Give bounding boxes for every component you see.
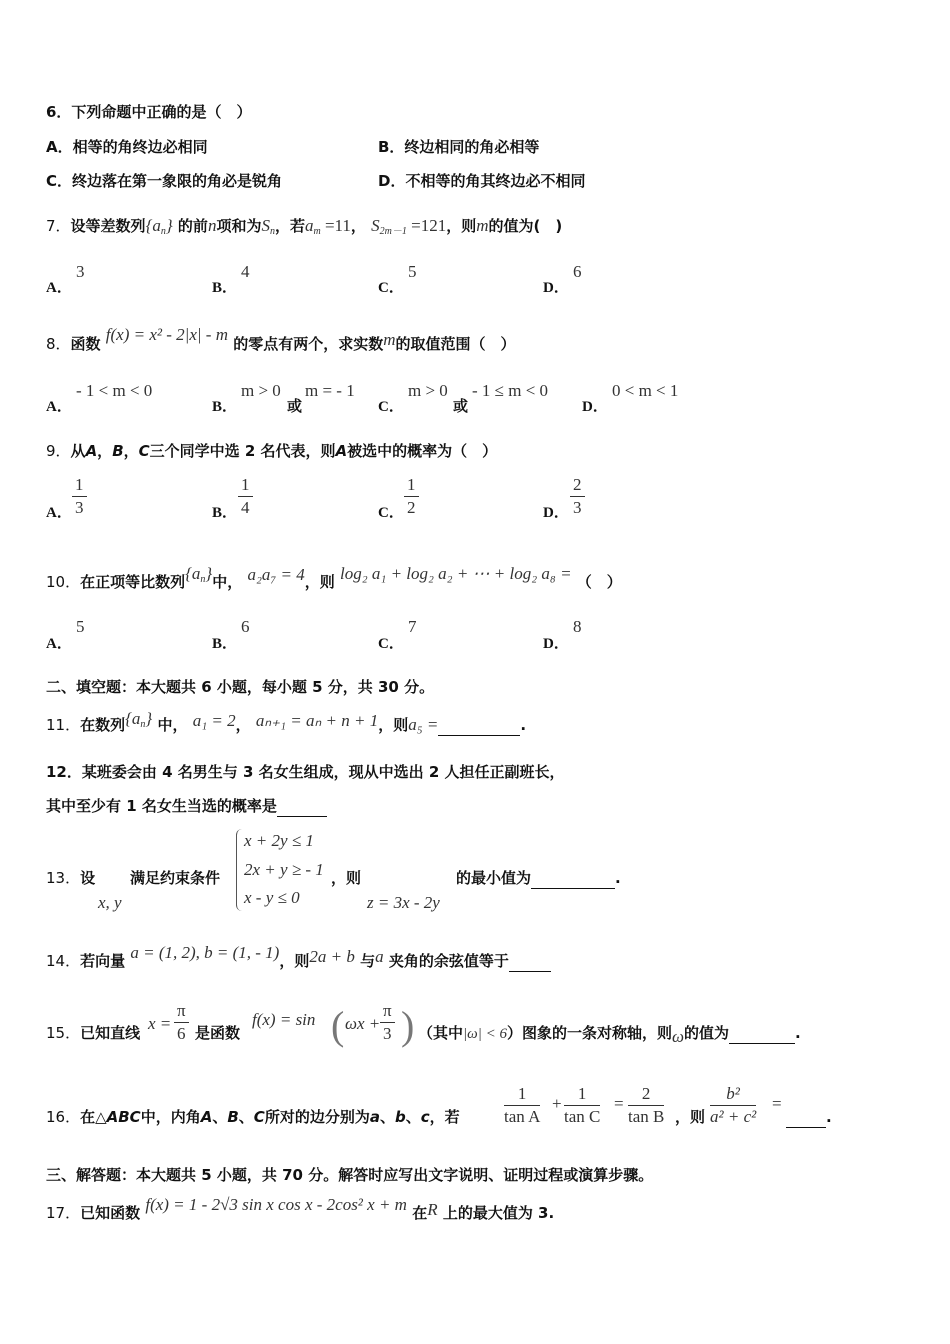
q15-paren-left: ( [331,1003,345,1048]
q9-b: B [112,442,124,460]
q12-answer-blank[interactable] [277,796,327,817]
q13-answer-blank[interactable] [531,868,615,889]
q8-option-b-label: B． [212,399,238,415]
q10-seq-a: {a [185,564,201,583]
q8-option-a-label: A． [46,399,72,415]
q8-option-b-value-2: m = - 1 [305,381,355,400]
q9-option-d-label: D． [543,505,569,521]
q9-option-d-num: 2 [570,474,585,497]
q16-text-1: 在△ [80,1108,107,1126]
q8-text-2: 的零点有两个，求实数 [233,335,384,353]
q11-text-3: ， [235,716,251,734]
q13-stem-left [46,868,95,888]
q11-text-1: 在数列 [80,716,126,734]
q9-option-a-fraction [72,474,87,519]
q15-x-equals: x = [148,1014,172,1033]
q8-option-d-value: 0 < m < 1 [612,381,679,400]
section-2-text: 二、填空题：本大题共 6 小题，每小题 5 分，共 30 分。 [46,678,435,696]
q9-option-c-label: C． [378,505,404,521]
q11-text-2: 中， [157,716,188,734]
q16-b-angle: B [227,1108,239,1126]
q16-text-5: 所对的边分别为 [264,1108,370,1126]
q11-a5: a₅ = [408,715,439,734]
q10-option-c-value: 7 [408,617,417,636]
q16-c-side: c [420,1108,430,1126]
q9-text-d: 三个同学中选 2 名代表，则 [149,442,336,460]
q14-stem [46,943,551,972]
q7-text-1: 设等差数列 [70,217,146,235]
q9-option-d-fraction [570,474,585,519]
q9-stem [46,441,497,461]
q11-seq-end: } [145,709,153,728]
q16-text-then [675,1107,705,1127]
q8-option-c-value-2: - 1 ≤ m < 0 [472,381,549,400]
q10-sequence [185,564,212,583]
q16-stem-left [46,1107,460,1127]
q11-text-4: ，则 [378,716,409,734]
q6-option-d [378,171,585,191]
q9-a: A [85,442,98,460]
q13-constraint-1: x + 2y ≤ 1 [244,831,314,850]
q9-a-2: A [335,442,348,460]
q7-s2-value: =121 [406,216,447,235]
q9-text-e: 被选中的概率为（ ） [347,442,498,460]
q8-option-b-value-1: m > 0 [241,381,281,400]
q9-option-b-label: B． [212,505,238,521]
q16-fraction-1 [504,1083,540,1128]
q16-text-7: 、 [405,1108,421,1126]
q7-option-c-value: 5 [408,262,417,281]
q16-c-angle: C [253,1108,265,1126]
q9-text-b: ， [97,442,113,460]
q7-s2-s: S [371,216,380,235]
q10-number: 10． [46,573,81,591]
q15-number: 15． [46,1024,81,1042]
q7-text-7: 的值为( ) [488,217,563,235]
q14-text-3: 与 [360,952,376,970]
q7-option-a-value: 3 [76,262,85,281]
q16-fraction-4 [710,1083,756,1128]
q16-equals: = [614,1094,624,1113]
q14-number: 14． [46,952,81,970]
q15-text-2: 是函数 [195,1024,241,1042]
q9-option-a-num: 1 [72,474,87,497]
q7-option-b-value: 4 [241,262,250,281]
q8-option-b-or: 或 [287,397,303,415]
q7-option-d-label: D． [543,280,569,296]
q8-option-c-value-1: m > 0 [408,381,448,400]
q6-stem [46,102,251,122]
q9-option-b-num: 1 [238,474,253,497]
q6-option-a [46,137,208,157]
q9-option-b-den: 4 [241,498,250,517]
q8-option-a-value: - 1 < m < 0 [76,381,153,400]
q15-text-func [195,1023,240,1043]
q6-option-c [46,171,282,191]
q11-condition-2: aₙ₊₁ = aₙ + n + 1 [255,711,379,730]
q16-text-8: ，若 [429,1108,460,1126]
q16-plus: + [552,1094,562,1113]
q7-am-sub: m [313,226,321,237]
q9-c: C [138,442,150,460]
q15-text-3: （其中 [418,1024,464,1042]
q8-text-1: 函数 [70,335,101,353]
q8-formula: f(x) = x² - 2|x| - m [105,325,228,344]
q13-text-1: 设 [80,869,96,887]
q7-option-d-value: 6 [573,262,582,281]
q11-number: 11． [46,716,81,734]
q10-condition: a₂a₇ = 4 [247,565,305,584]
q8-stem [46,325,516,354]
q13-text-then [331,868,361,888]
q15-condition: |ω| < 6 [463,1026,507,1042]
q15-stem-left [46,1023,140,1043]
q10-stem [46,564,622,598]
q14-answer-blank[interactable] [509,951,551,972]
q6-stem-text: 6．下列命题中正确的是（ ） [46,103,252,121]
q16-fraction-4-den: a² + c² [710,1107,757,1126]
q13-text-2: 满足约束条件 [130,869,221,887]
section-3-text: 三、解答题：本大题共 5 小题，共 70 分。解答时应写出文字说明、证明过程或演算步骤。 [46,1166,654,1184]
section-2-header [46,677,434,697]
q17-r: R [427,1200,438,1219]
q9-option-c-den: 2 [407,498,416,517]
q15-paren-right: ) [401,1003,415,1048]
q8-option-c-label: C． [378,399,404,415]
q10-text-1: 在正项等比数列 [80,573,186,591]
q16-text-4: 、 [238,1108,254,1126]
q16-fraction-2-den: tan C [564,1107,601,1126]
q7-text-6: ，则 [446,217,477,235]
q17-text-3: 上的最大值为 3. [442,1204,555,1222]
q16-answer-blank[interactable] [786,1107,826,1128]
q17-text-1: 已知函数 [80,1204,141,1222]
q16-text-2: 中，内角 [140,1108,201,1126]
q13-text-4: 的最小值为 [456,869,532,887]
q10-text-2: 中， [212,573,243,591]
q13-number: 13． [46,869,81,887]
q7-n: n [207,216,217,235]
q7-option-c-label: C． [378,280,404,296]
q7-s-sub: n [269,226,275,237]
q10-seq-sub: n [200,574,206,585]
q9-option-b-fraction [238,474,253,519]
q7-am-a: a [304,216,314,235]
q15-six: 6 [177,1024,186,1043]
q17-text-2: 在 [412,1204,428,1222]
q14-vectors: a = (1, 2), b = (1, - 1) [130,943,280,962]
q17-formula: f(x) = 1 - 2√3 sin x cos x - 2cos² x + m [145,1195,407,1214]
q7-sequence [146,216,173,235]
q12-line-1 [46,762,565,782]
q7-option-a-label: A． [46,280,72,296]
q10-text-4: （ ） [576,573,622,591]
q9-option-c-num: 1 [404,474,419,497]
q7-text-3: 项和为 [216,217,262,235]
q13-constraint-3: x - y ≤ 0 [244,888,300,907]
q13-objective: z = 3x - 2y [367,893,440,912]
q7-m: m [476,216,489,235]
q15-function: f(x) = sin [252,1010,316,1029]
section-3-header [46,1165,653,1185]
q7-option-b-label: B． [212,280,238,296]
q11-stem [46,709,527,741]
q10-option-d-label: D． [543,636,569,652]
q6-option-b [378,137,539,157]
q16-a-side: a [369,1108,380,1126]
q16-fraction-4-num: b² [710,1083,756,1106]
q11-sequence [125,709,152,728]
q16-fraction-3-num: 2 [628,1083,664,1106]
q11-seq-a: {a [125,709,141,728]
q16-b-side: b [394,1108,406,1126]
q16-text-9: ，则 [675,1108,706,1126]
q14-text-2: ，则 [279,952,310,970]
q8-number: 8． [46,335,71,353]
q10-option-b-value: 6 [241,617,250,636]
q11-text-5: . [520,716,527,734]
q16-abc: ABC [106,1108,141,1126]
q16-text-6: 、 [379,1108,395,1126]
q16-text-3: 、 [212,1108,228,1126]
q16-a-angle: A [200,1108,213,1126]
q16-fraction-3 [628,1083,664,1128]
q16-fraction-3-den: tan B [628,1107,665,1126]
q7-seq-sub: n [160,226,166,237]
q6-option-c-text: C．终边落在第一象限的角必是锐角 [46,172,283,190]
q9-option-d-den: 3 [573,498,582,517]
q7-am-value: =11 [320,216,351,235]
q15-inner: ωx + [345,1014,381,1033]
q11-answer-blank[interactable] [438,715,520,736]
q10-option-b-label: B． [212,636,238,652]
q15-stem-right [418,1023,801,1044]
q16-fraction-1-num: 1 [504,1083,540,1106]
q13-vars: x, y [98,893,122,912]
q12-line-2 [46,796,327,817]
q7-seq-a: {a [145,216,161,235]
q15-text-5: 的值为 [684,1024,730,1042]
q13-text-3: ，则 [331,869,362,887]
q9-option-a-den: 3 [75,498,84,517]
q7-s: S [261,216,270,235]
q10-option-d-value: 8 [573,617,582,636]
q7-am [305,216,321,235]
q14-expression: 2a + b [309,947,355,966]
q9-number: 9． [46,442,71,460]
q15-text-6: . [795,1024,801,1042]
q8-option-c-or: 或 [453,397,469,415]
q10-text-3: ，则 [304,573,335,591]
q10-option-a-label: A． [46,636,72,652]
q8-m: m [383,330,396,349]
q16-fraction-2 [564,1083,600,1128]
q15-answer-blank[interactable] [729,1023,795,1044]
q9-option-a-label: A． [46,505,72,521]
q8-text-3: 的取值范围（ ） [395,335,516,353]
q16-text-10: . [826,1108,832,1126]
q7-seq-end: } [165,216,173,235]
q9-text-a: 从 [70,442,86,460]
q10-expression: log₂ a₁ + log₂ a₂ + ⋯ + log₂ a₈ = [340,564,572,583]
q16-number: 16． [46,1108,81,1126]
q7-sn [261,216,275,235]
q10-seq-end: } [205,564,213,583]
q14-text-4: 夹角的余弦值等于 [388,952,509,970]
q9-text-c: ， [123,442,139,460]
q8-option-d-label: D． [582,399,608,415]
q16-answer [786,1107,832,1128]
q16-fraction-1-den: tan A [504,1107,541,1126]
q7-s2-sub: 2m－1 [379,226,407,237]
q13-stem-right [456,868,621,889]
q14-text-1: 若向量 [80,952,126,970]
q6-option-d-text: D．不相等的角其终边必不相同 [378,172,586,190]
q6-option-a-text: A．相等的角终边必相同 [46,138,208,156]
q15-pi: π [174,1000,189,1023]
q9-option-c-fraction [404,474,419,519]
q15-fraction-pi-3 [380,1000,395,1045]
q15-text-1: 已知直线 [80,1024,141,1042]
q12-line-1-text: 12．某班委会由 4 名男生与 3 名女生组成，现从中选出 2 人担任正副班长， [46,763,565,781]
q11-seq-sub: n [140,719,146,730]
q10-option-c-label: C． [378,636,404,652]
q7-text-4: ，若 [274,217,305,235]
q13-constraint-label [130,868,220,888]
q15-pi-2: π [380,1000,395,1023]
q17-number: 17． [46,1204,81,1222]
q12-line-2-text: 其中至少有 1 名女生当选的概率是 [46,797,277,815]
q7-number: 7． [46,217,71,235]
q15-three: 3 [383,1024,392,1043]
q14-a: a [375,947,384,966]
q15-text-4: ）图象的一条对称轴，则 [506,1024,672,1042]
q17-stem [46,1195,555,1223]
q15-omega: ω [672,1027,685,1046]
q10-option-a-value: 5 [76,617,85,636]
q11-condition-1: a₁ = 2 [192,711,236,730]
q7-stem [46,216,562,242]
q13-text-5: . [615,869,621,887]
q7-s2m [371,216,407,235]
q16-fraction-2-num: 1 [564,1083,600,1106]
q13-constraint-2: 2x + y ≥ - 1 [244,860,324,879]
q6-option-b-text: B．终边相同的角必相等 [378,138,540,156]
q7-text-2: 的前 [177,217,208,235]
q15-fraction-pi-6 [174,1000,189,1045]
q13-brace [236,829,243,911]
q7-text-5: ， [350,217,366,235]
q16-equals-2: = [772,1094,782,1113]
